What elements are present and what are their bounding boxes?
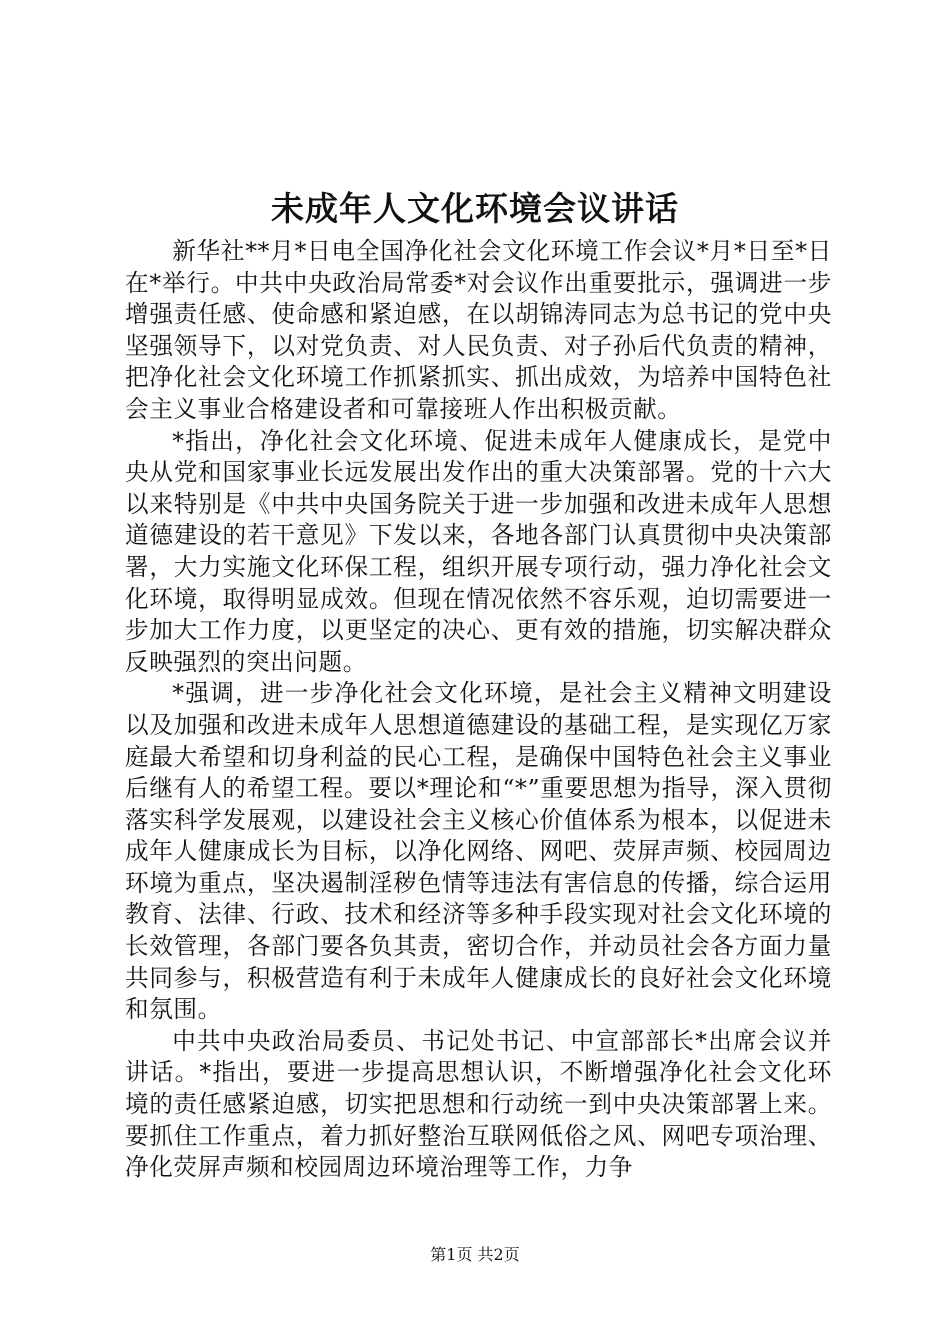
page-footer: 第1页 共2页 [430,1245,520,1264]
body-paragraph: *指出，净化社会文化环境、促进未成年人健康成长，是党中央从党和国家事业长远发展出发作出的重大决策部署。党的十六大以来特别是《中共中央国务院关于进一步加强和改进未成年人思想道德建设的若干意见》下发以来，各地各部门认真贯彻中央决策部署，大力实施文化环保工程，组织开展专项行动，强力净化社会文化环境，取得明显成效。但现在情况依然不容乐观，迫切需要进一步加大工作力度，以更坚定的决心、更有效的措施，切实解决群众反映强烈的突出问题。 [125,426,832,676]
body-paragraph: 新华社**月*日电全国净化社会文化环境工作会议*月*日至*日在*举行。中共中央政治局常委*对会议作出重要批示，强调进一步增强责任感、使命感和紧迫感，在以胡锦涛同志为总书记的党中央坚强领导下，以对党负责、对人民负责、对子孙后代负责的精神，把净化社会文化环境工作抓紧抓实、抓出成效，为培养中国特色社会主义事业合格建设者和可靠接班人作出积极贡献。 [125,237,832,423]
document-title: 未成年人文化环境会议讲话 [271,189,679,228]
body-paragraph: *强调，进一步净化社会文化环境，是社会主义精神文明建设以及加强和改进未成年人思想道德建设的基础工程，是实现亿万家庭最大希望和切身利益的民心工程，是确保中国特色社会主义事业后继有人的希望工程。要以*理论和“*”重要思想为指导，深入贯彻落实科学发展观，以建设社会主义核心价值体系为根本，以促进未成年人健康成长为目标，以净化网络、网吧、荧屏声频、校园周边环境为重点，坚决遏制淫秽色情等违法有害信息的传播，综合运用教育、法律、行政、技术和经济等多种手段实现对社会文化环境的长效管理，各部门要各负其责，密切合作，并动员社会各方面力量共同参与，积极营造有利于未成年人健康成长的良好社会文化环境和氛围。 [125,679,832,1024]
document-body [125,236,832,1184]
body-paragraph: 中共中央政治局委员、书记处书记、中宣部部长*出席会议并讲话。*指出，要进一步提高思想认识，不断增强净化社会文化环境的责任感紧迫感，切实把思想和行动统一到中央决策部署上来。要抓住工作重点，着力抓好整治互联网低俗之风、网吧专项治理、净化荧屏声频和校园周边环境治理等工作，力争 [125,1026,832,1182]
